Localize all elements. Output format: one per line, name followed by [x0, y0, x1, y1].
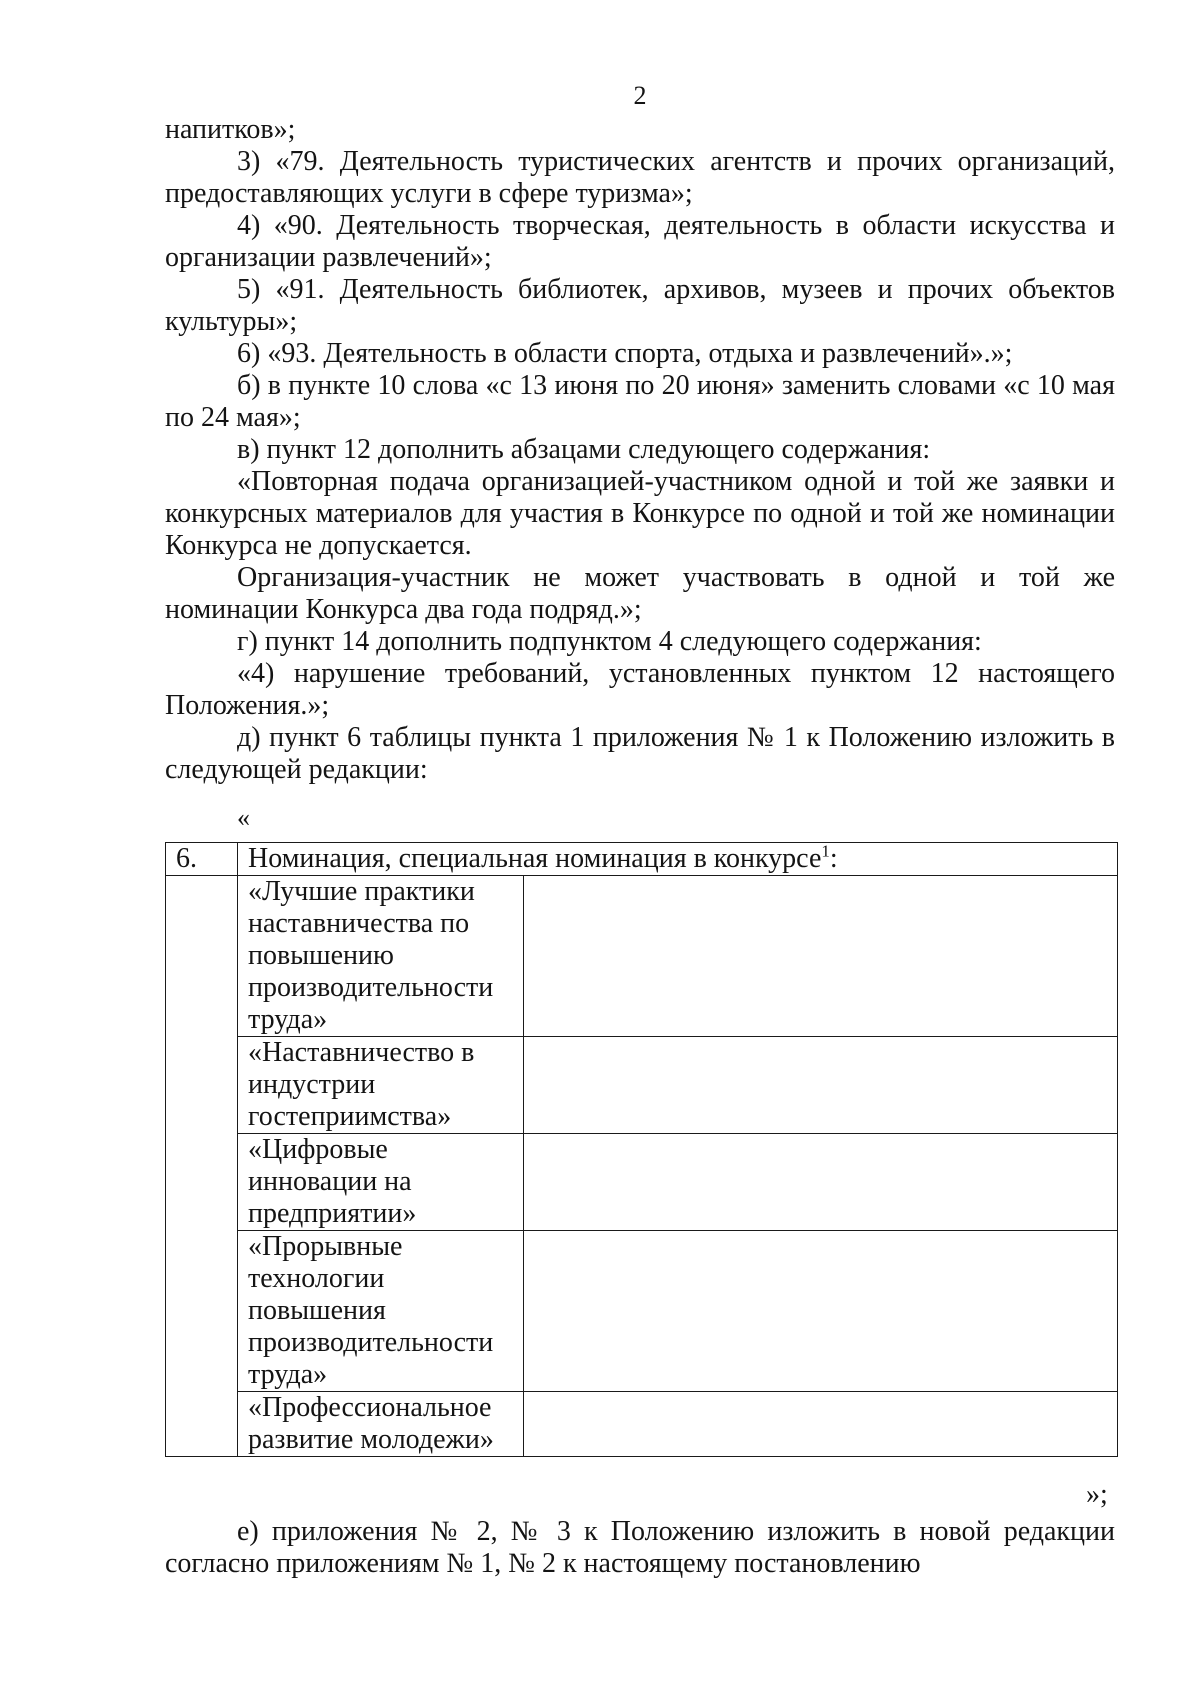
paragraph: 6) «93. Деятельность в области спорта, отдыха и развлечений».»;	[237, 338, 1013, 369]
table-row	[166, 876, 1118, 1037]
paragraph: в) пункт 12 дополнить абзацами следующего содержания:	[237, 434, 931, 465]
nomination-cell	[238, 1134, 524, 1231]
nomination-name: «Лучшие практики наставничества по повышению производительности труда»	[248, 876, 494, 1035]
table-header-row	[166, 843, 1118, 876]
paragraph: «4) нарушение требований, установленных пунктом 12 настоящего Положения.»;	[165, 658, 1115, 721]
paragraph: д) пункт 6 таблицы пункта 1 приложения № 1 к Положению изложить в следующей редакции:	[165, 722, 1115, 785]
empty-value-cell	[524, 1134, 1118, 1231]
row-number: 6.	[176, 843, 197, 874]
table-row	[166, 1231, 1118, 1392]
header-cell	[238, 843, 1118, 876]
empty-value-cell	[524, 1392, 1118, 1457]
row-number-cell	[166, 843, 238, 876]
table-row	[166, 1134, 1118, 1231]
table-row	[166, 1392, 1118, 1457]
paragraph: напитков»;	[165, 114, 296, 145]
nomination-name: «Цифровые инновации на предприятии»	[248, 1134, 417, 1229]
page-number: 2	[633, 81, 647, 110]
empty-value-cell	[524, 1231, 1118, 1392]
paragraph: Организация-участник не может участвовать в одной и той же номинации Конкурса два года подряд.»;	[165, 562, 1115, 625]
nomination-cell	[238, 1392, 524, 1457]
paragraph: 3) «79. Деятельность туристических агентств и прочих организаций, предоставляющих услуги в сфере туризма»;	[165, 146, 1115, 209]
header-suffix: :	[829, 843, 838, 874]
body-text-bottom	[165, 1516, 1115, 1580]
table-row	[166, 1037, 1118, 1134]
paragraph: 5) «91. Деятельность библиотек, архивов, музеев и прочих объектов культуры»;	[165, 274, 1115, 337]
nomination-cell	[238, 1037, 524, 1134]
paragraph: е) приложения № 2, № 3 к Положению изложить в новой редакции согласно приложениям № 1, № 2 к настоящему постановлению	[165, 1516, 1115, 1579]
paragraph: «Повторная подача организацией-участником одной и той же заявки и конкурсных материалов для участия в Конкурсе по одной и той же номинации Конкурса не допускается.	[165, 466, 1115, 561]
nomination-cell	[238, 1231, 524, 1392]
nomination-cell	[238, 876, 524, 1037]
table-open-quote: «	[237, 803, 250, 832]
empty-number-cell	[166, 876, 238, 1457]
nominations-table	[165, 842, 1118, 1457]
nomination-name: «Прорывные технологии повышения производительности труда»	[248, 1231, 494, 1390]
paragraph: б) в пункте 10 слова «с 13 июня по 20 июня» заменить словами «с 10 мая по 24 мая»;	[165, 370, 1115, 433]
body-text-top	[165, 114, 1115, 786]
table-close-quote: »;	[1086, 1479, 1108, 1510]
empty-value-cell	[524, 876, 1118, 1037]
footnote-marker: 1	[821, 841, 830, 861]
empty-value-cell	[524, 1037, 1118, 1134]
header-text: Номинация, специальная номинация в конкурсе	[248, 843, 822, 874]
nomination-name: «Профессиональное развитие молодежи»	[248, 1392, 494, 1455]
nomination-name: «Наставничество в индустрии гостеприимства»	[248, 1037, 475, 1132]
paragraph: 4) «90. Деятельность творческая, деятельность в области искусства и организации развлечений»;	[165, 210, 1115, 273]
paragraph: г) пункт 14 дополнить подпунктом 4 следующего содержания:	[237, 626, 982, 657]
